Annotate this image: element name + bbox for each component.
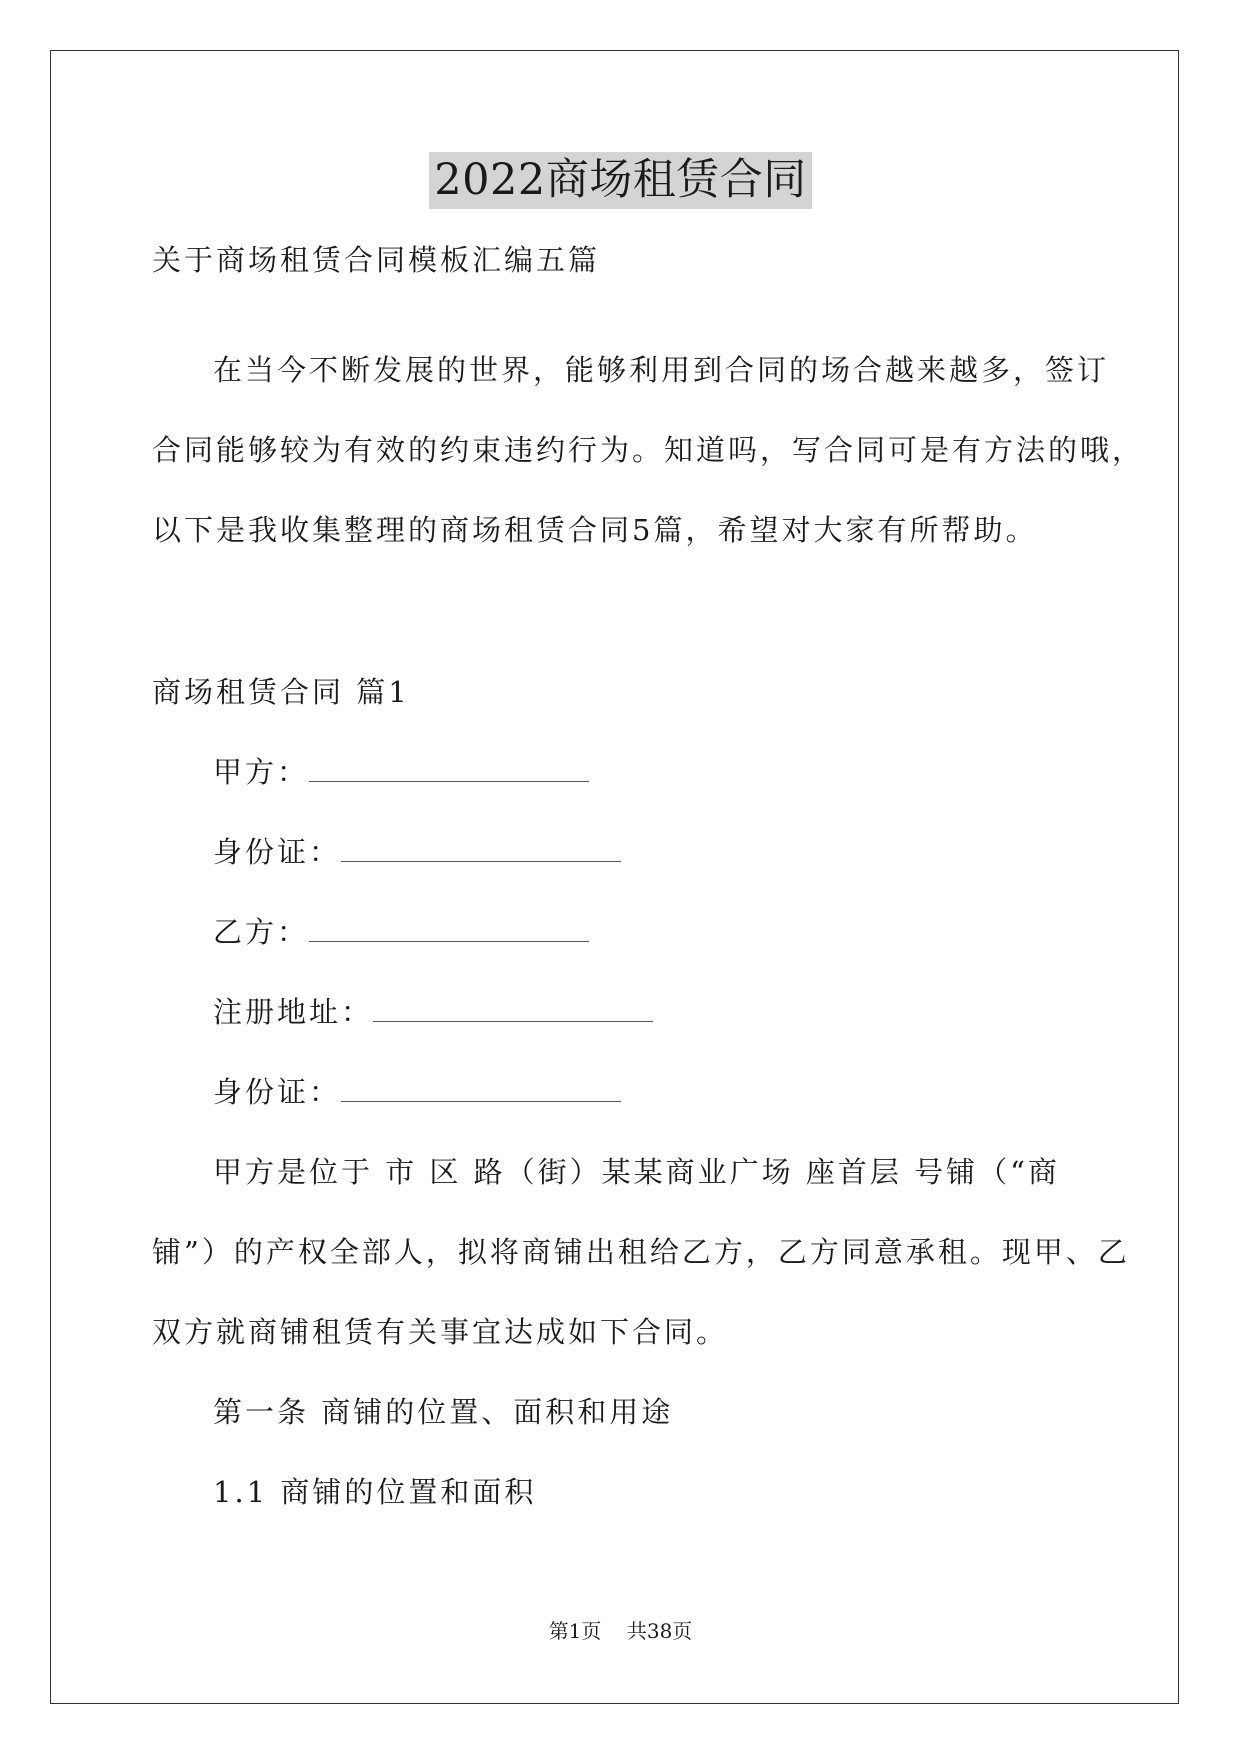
article-heading: 第一条 商铺的位置、面积和用途 <box>213 1395 674 1429</box>
page-footer <box>0 1618 1241 1644</box>
fill-in-blank[interactable] <box>373 995 653 1022</box>
intro-line-1: 在当今不断发展的世界，能够利用到合同的场合越来越多，签订 <box>213 353 1110 387</box>
intro-line-2: 合同能够较为有效的约束违约行为。知道吗，写合同可是有方法的哦， <box>152 433 1145 467</box>
body-line-1: 甲方是位于 市 区 路（街）某某商业广场 座首层 号铺（“商 <box>213 1155 1060 1189</box>
field-label: 身份证： <box>213 835 342 869</box>
subtitle: 关于商场租赁合同模板汇编五篇 <box>152 243 601 277</box>
page-number: 第1页 <box>548 1619 602 1643</box>
body-line-3: 双方就商铺租赁有关事宜达成如下合同。 <box>152 1315 729 1349</box>
fill-in-blank[interactable] <box>341 835 621 862</box>
field-party-a <box>213 752 589 792</box>
field-id-card-b <box>213 1072 621 1112</box>
title-wrapper <box>0 152 1241 209</box>
body-line-2: 铺”）的产权全部人，拟将商铺出租给乙方，乙方同意承租。现甲、乙 <box>152 1235 1130 1269</box>
field-label: 甲方： <box>213 755 310 789</box>
section-heading: 商场租赁合同 篇1 <box>152 675 410 709</box>
field-label: 注册地址： <box>213 995 374 1029</box>
clause-heading: 1.1 商铺的位置和面积 <box>213 1475 537 1509</box>
field-registered-address <box>213 992 653 1032</box>
field-id-card-a <box>213 832 621 872</box>
total-pages: 共38页 <box>626 1619 693 1643</box>
intro-line-3: 以下是我收集整理的商场租赁合同5篇，希望对大家有所帮助。 <box>152 513 1038 547</box>
fill-in-blank[interactable] <box>341 1075 621 1102</box>
field-label: 乙方： <box>213 915 310 949</box>
fill-in-blank[interactable] <box>309 915 589 942</box>
document-title: 2022商场租赁合同 <box>429 152 811 209</box>
field-label: 身份证： <box>213 1075 342 1109</box>
fill-in-blank[interactable] <box>309 755 589 782</box>
page-border <box>50 50 1179 1704</box>
field-party-b <box>213 912 589 952</box>
